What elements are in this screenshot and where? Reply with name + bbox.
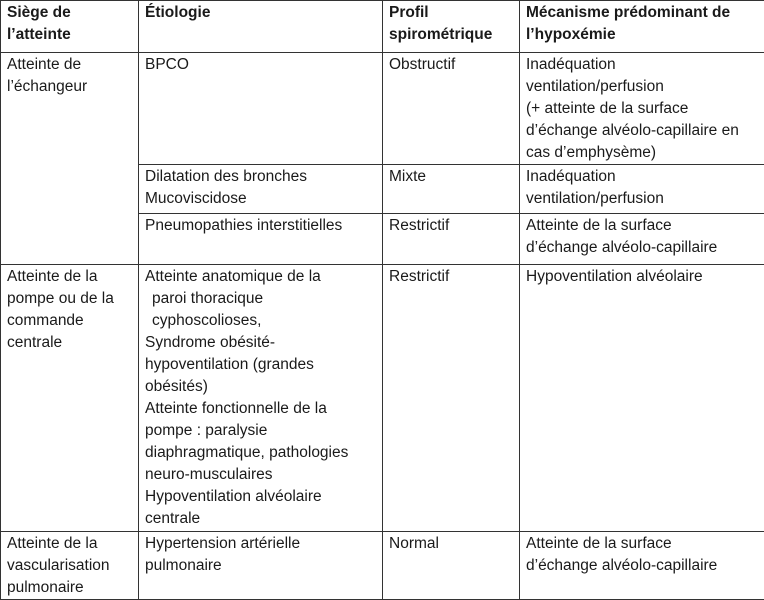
etiologie-cell: Atteinte anatomique de la paroi thoracique cyphoscolioses, Syndrome obésité- hypoventilation (grandes obésités) Atteinte fonctionnelle de la pompe : paralysie diaphragmatique, pathologies neuro-musculaires Hypoventilation alvéolaire centrale bbox=[139, 265, 383, 532]
mecanisme-cell: Atteinte de la surface d’échange alvéolo-capillaire bbox=[520, 214, 764, 265]
table-row bbox=[1, 53, 764, 165]
mecanisme-cell: Hypoventilation alvéolaire bbox=[520, 265, 764, 532]
profil-cell: Restrictif bbox=[383, 265, 520, 532]
etiologie-cell: Dilatation des bronches Mucoviscidose bbox=[139, 165, 383, 214]
siege-cell: Atteinte de la pompe ou de la commande centrale bbox=[1, 265, 139, 532]
mecanisme-cell: Inadéquation ventilation/perfusion bbox=[520, 165, 764, 214]
siege-cell: Atteinte de la vascularisation pulmonaire bbox=[1, 532, 139, 600]
etiologie-cell: Hypertension artérielle pulmonaire bbox=[139, 532, 383, 600]
header-profil: Profil spirométrique bbox=[383, 1, 520, 53]
table-row bbox=[1, 532, 764, 600]
siege-cell: Atteinte de l’échangeur bbox=[1, 53, 139, 265]
header-siege: Siège de l’atteinte bbox=[1, 1, 139, 53]
profil-cell: Restrictif bbox=[383, 214, 520, 265]
etiologie-cell: Pneumopathies interstitielles bbox=[139, 214, 383, 265]
mecanisme-cell: Inadéquation ventilation/perfusion (+ atteinte de la surface d’échange alvéolo-capillaire en cas d’emphysème) bbox=[520, 53, 764, 165]
profil-cell: Mixte bbox=[383, 165, 520, 214]
header-mecanisme: Mécanisme prédominant de l’hypoxémie bbox=[520, 1, 764, 53]
mecanisme-cell: Atteinte de la surface d’échange alvéolo-capillaire bbox=[520, 532, 764, 600]
header-etiologie: Étiologie bbox=[139, 1, 383, 53]
etiologie-cell: BPCO bbox=[139, 53, 383, 165]
table-row bbox=[1, 265, 764, 532]
header-row bbox=[1, 1, 764, 53]
profil-cell: Obstructif bbox=[383, 53, 520, 165]
profil-cell: Normal bbox=[383, 532, 520, 600]
